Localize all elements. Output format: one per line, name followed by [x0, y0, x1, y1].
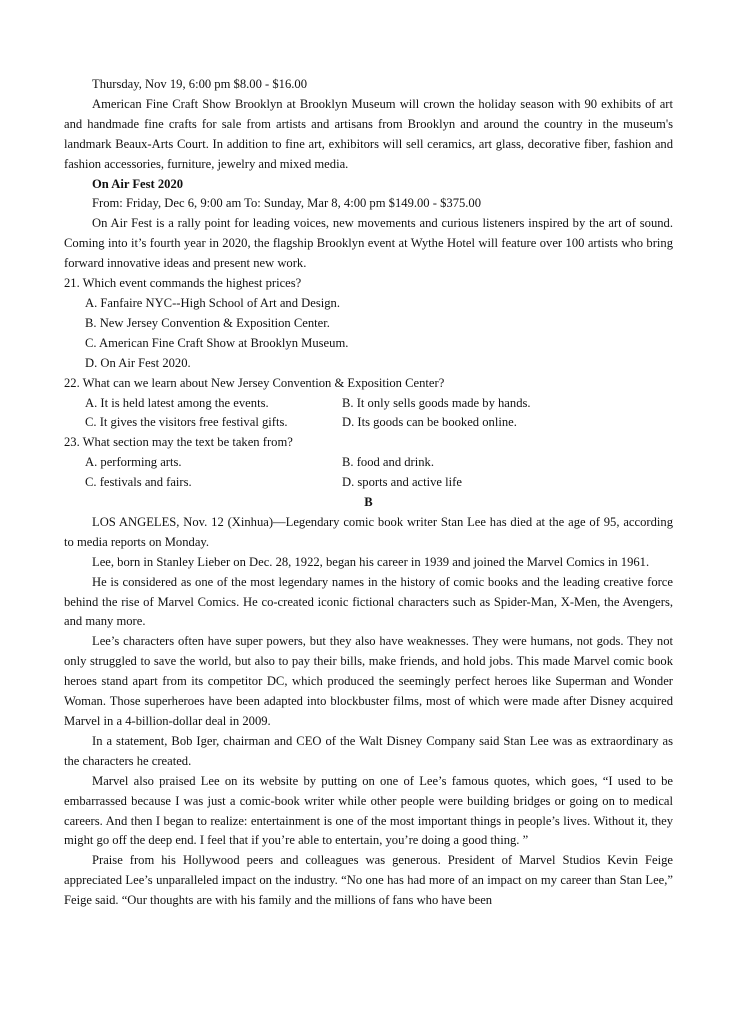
- event-description: American Fine Craft Show Brooklyn at Brooklyn Museum will crown the holiday season with 90 exhibits of art and handmade fine crafts for sale from artists and artisans from Brooklyn and around the country in the museum's landmark Beaux-Arts Court. In addition to fine art, exhibitors will sell ceramics, art glass, decorative fiber, fashion and fashion accessories, furniture, jewelry and mixed media.: [64, 96, 673, 171]
- document-page: [64, 75, 673, 911]
- paragraph: Lee, born in Stanley Lieber on Dec. 28, 1922, began his career in 1939 and joined the Marvel Comics in 1961.: [92, 554, 650, 569]
- option-c: C. American Fine Craft Show at Brooklyn Museum.: [85, 335, 349, 350]
- option-b: B. food and drink.: [342, 455, 434, 470]
- option-d: D. Its goods can be booked online.: [342, 415, 517, 430]
- option-c: C. festivals and fairs.: [85, 475, 192, 490]
- option-c: C. It gives the visitors free festival gifts.: [85, 415, 288, 430]
- paragraph: Praise from his Hollywood peers and colleagues was generous. President of Marvel Studios Kevin Feige appreciated Lee’s unparalleled impact on the industry. “No one has had more of an impact on my career than Stan Lee,” Feige said. “Our thoughts are with his family and the millions of fans who have been: [64, 853, 673, 908]
- option-d: D. sports and active life: [342, 475, 462, 490]
- option-b: B. It only sells goods made by hands.: [342, 395, 531, 410]
- question-stem: 21. Which event commands the highest prices?: [64, 276, 302, 291]
- option-a: A. It is held latest among the events.: [85, 395, 269, 410]
- question-stem: 22. What can we learn about New Jersey Convention & Exposition Center?: [64, 375, 445, 390]
- question-22: [64, 374, 673, 434]
- question-stem: 23. What section may the text be taken from?: [64, 435, 293, 450]
- event-title: On Air Fest 2020: [92, 176, 184, 191]
- question-23: [64, 433, 673, 493]
- paragraph: In a statement, Bob Iger, chairman and CEO of the Walt Disney Company said Stan Lee was as extraordinary as the characters he created.: [64, 733, 673, 768]
- event-date: Thursday, Nov 19, 6:00 pm $8.00 - $16.00: [92, 77, 308, 91]
- event-description: On Air Fest is a rally point for leading voices, new movements and curious listeners inspired by the art of sound. Coming into it’s fourth year in 2020, the flagship Brooklyn event at Wythe Hotel will feature over 100 artists who bring forward innovative ideas and present new work.: [64, 216, 673, 271]
- option-a: A. Fanfaire NYC--High School of Art and Design.: [85, 295, 340, 310]
- question-21: [64, 274, 673, 374]
- event-date: From: Friday, Dec 6, 9:00 am To: Sunday, Mar 8, 4:00 pm $149.00 - $375.00: [92, 196, 482, 211]
- option-a: A. performing arts.: [85, 455, 182, 470]
- paragraph: Lee’s characters often have super powers, but they also have weaknesses. They were humans, not gods. They not only struggled to save the world, but also to pay their bills, make friends, and hold jobs. This made Marvel comic book heroes stand apart from its competitor DC, which produced the seemingly perfect heroes like Superman and Wonder Woman. Those superheroes have been adapted into blockbuster films, most of which were made after Disney acquired Marvel in a 4-billion-dollar deal in 2009.: [64, 634, 673, 728]
- option-b: B. New Jersey Convention & Exposition Center.: [85, 315, 330, 330]
- paragraph: Marvel also praised Lee on its website by putting on one of Lee’s famous quotes, which goes, “I used to be embarrassed because I was just a comic-book writer while other people were building bridges or going on to medical careers. And then I began to realize: entertainment is one of the most important things in people’s lives. Without it, they might go off the deep end. I feel that if you’re able to entertain, you’re doing a good thing. ”: [64, 773, 673, 848]
- paragraph: He is considered as one of the most legendary names in the history of comic books and the leading creative force behind the rise of Marvel Comics. He co-created iconic fictional characters such as Spider-Man, X-Men, the Avengers, and many more.: [64, 574, 673, 629]
- section-label: B: [364, 495, 373, 510]
- option-d: D. On Air Fest 2020.: [85, 355, 191, 370]
- paragraph: LOS ANGELES, Nov. 12 (Xinhua)—Legendary comic book writer Stan Lee has died at the age of 95, according to media reports on Monday.: [64, 514, 673, 549]
